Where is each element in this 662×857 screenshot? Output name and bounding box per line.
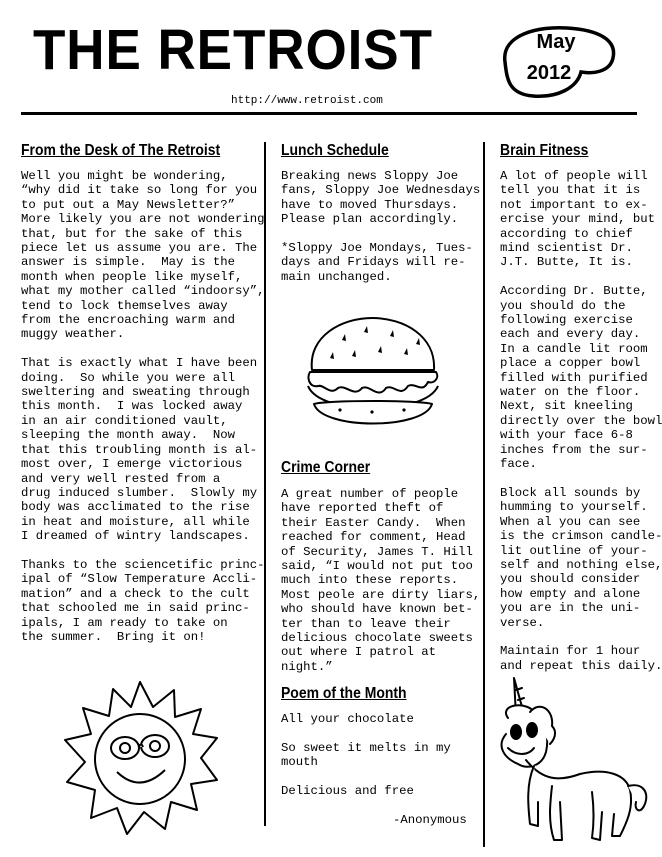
issue-year: 2012 [526, 62, 572, 84]
brain-paragraph: Maintain for 1 hour and repeat this daily. [500, 644, 662, 673]
brain-paragraph: According Dr. Butte, you should do the following exercise each and every day. In a candle lit room place a copper bowl filled with purified water on the floor. Next, sit kneeling directly over the bowl with your face 6-8 inches from the sur- face. [500, 284, 662, 472]
poem-line: So sweet it melts in my mouth [281, 740, 451, 770]
poem-author: -Anonymous [393, 813, 467, 827]
lunch-paragraph: Breaking news Sloppy Joe fans, Sloppy Joe Wednesdays have to moved Thursdays. Please plan accordingly. [281, 169, 481, 227]
brain-paragraph: A lot of people will tell you that it is not important to ex- ercise your mind, but according to chief mind scientist Dr. J.T. Butte, It is. [500, 169, 655, 270]
brain-heading: Brain Fitness [500, 142, 589, 159]
brain-paragraph: Block all sounds by humming to yourself. When al you can see is the crimson candle- lit outline of your- self and nothing else, you should consider how empty and alone you are in the uni- verse. [500, 485, 662, 630]
desk-heading: From the Desk of The Retroist [21, 142, 221, 159]
newsletter-title: THE RETROIST [33, 18, 433, 82]
column-divider-2 [483, 142, 485, 847]
lunch-paragraph: *Sloppy Joe Mondays, Tues- days and Fridays will re- main unchanged. [281, 241, 473, 284]
desk-article [21, 169, 265, 659]
poem [281, 712, 451, 813]
crime-article [281, 487, 480, 689]
lunch-heading: Lunch Schedule [281, 142, 389, 159]
brain-article [500, 169, 662, 688]
desk-paragraph: Well you might be wondering, “why did it take so long for you to put out a May Newsletter?” More likely you are not wondering that, but for the sake of this piece let us assume you are. The answer is simple. May is the month when people like myself, what my mother called “indoorsy”, tend to lock themselves away from the encroaching warm and muggy weather. [21, 169, 265, 342]
unicorn-illustration [494, 674, 654, 852]
crime-heading: Crime Corner [281, 459, 371, 476]
poem-heading: Poem of the Month [281, 685, 407, 702]
masthead-rule [21, 112, 637, 115]
sun-illustration [55, 676, 225, 846]
burger-illustration [300, 312, 445, 434]
issue-month: May [536, 31, 576, 53]
lunch-article [281, 169, 480, 299]
desk-paragraph: Thanks to the sciencetific princ- ipal of “Slow Temperature Accli- mation” and a check to the cult that schooled me in said princ- ipals, I am ready to take on the summer. Bring it on! [21, 557, 265, 644]
issue-date [500, 27, 612, 89]
website-url[interactable]: http://www.retroist.com [231, 95, 383, 107]
poem-line: All your chocolate [281, 712, 414, 726]
poem-line: Delicious and free [281, 784, 414, 798]
crime-paragraph: A great number of people have reported theft of their Easter Candy. When reached for comment, Head of Security, James T. Hill said, “I would not put too much into these reports. Most peole are dirty liars, who should have known bet- ter than to leave their delicious chocolate sweets out where I patrol at night.” [281, 487, 481, 674]
desk-paragraph: That is exactly what I have been doing. So while you were all sweltering and sweating through this month. I was locked away in an air conditioned vault, sleeping the month away. Now that this troubling month is al- most over, I emerge victorious and very well rested from a drug induced slumber. Slowly my body was acclimated to the rise in heat and moisture, all while I dreamed of wintry landscapes. [21, 356, 258, 544]
